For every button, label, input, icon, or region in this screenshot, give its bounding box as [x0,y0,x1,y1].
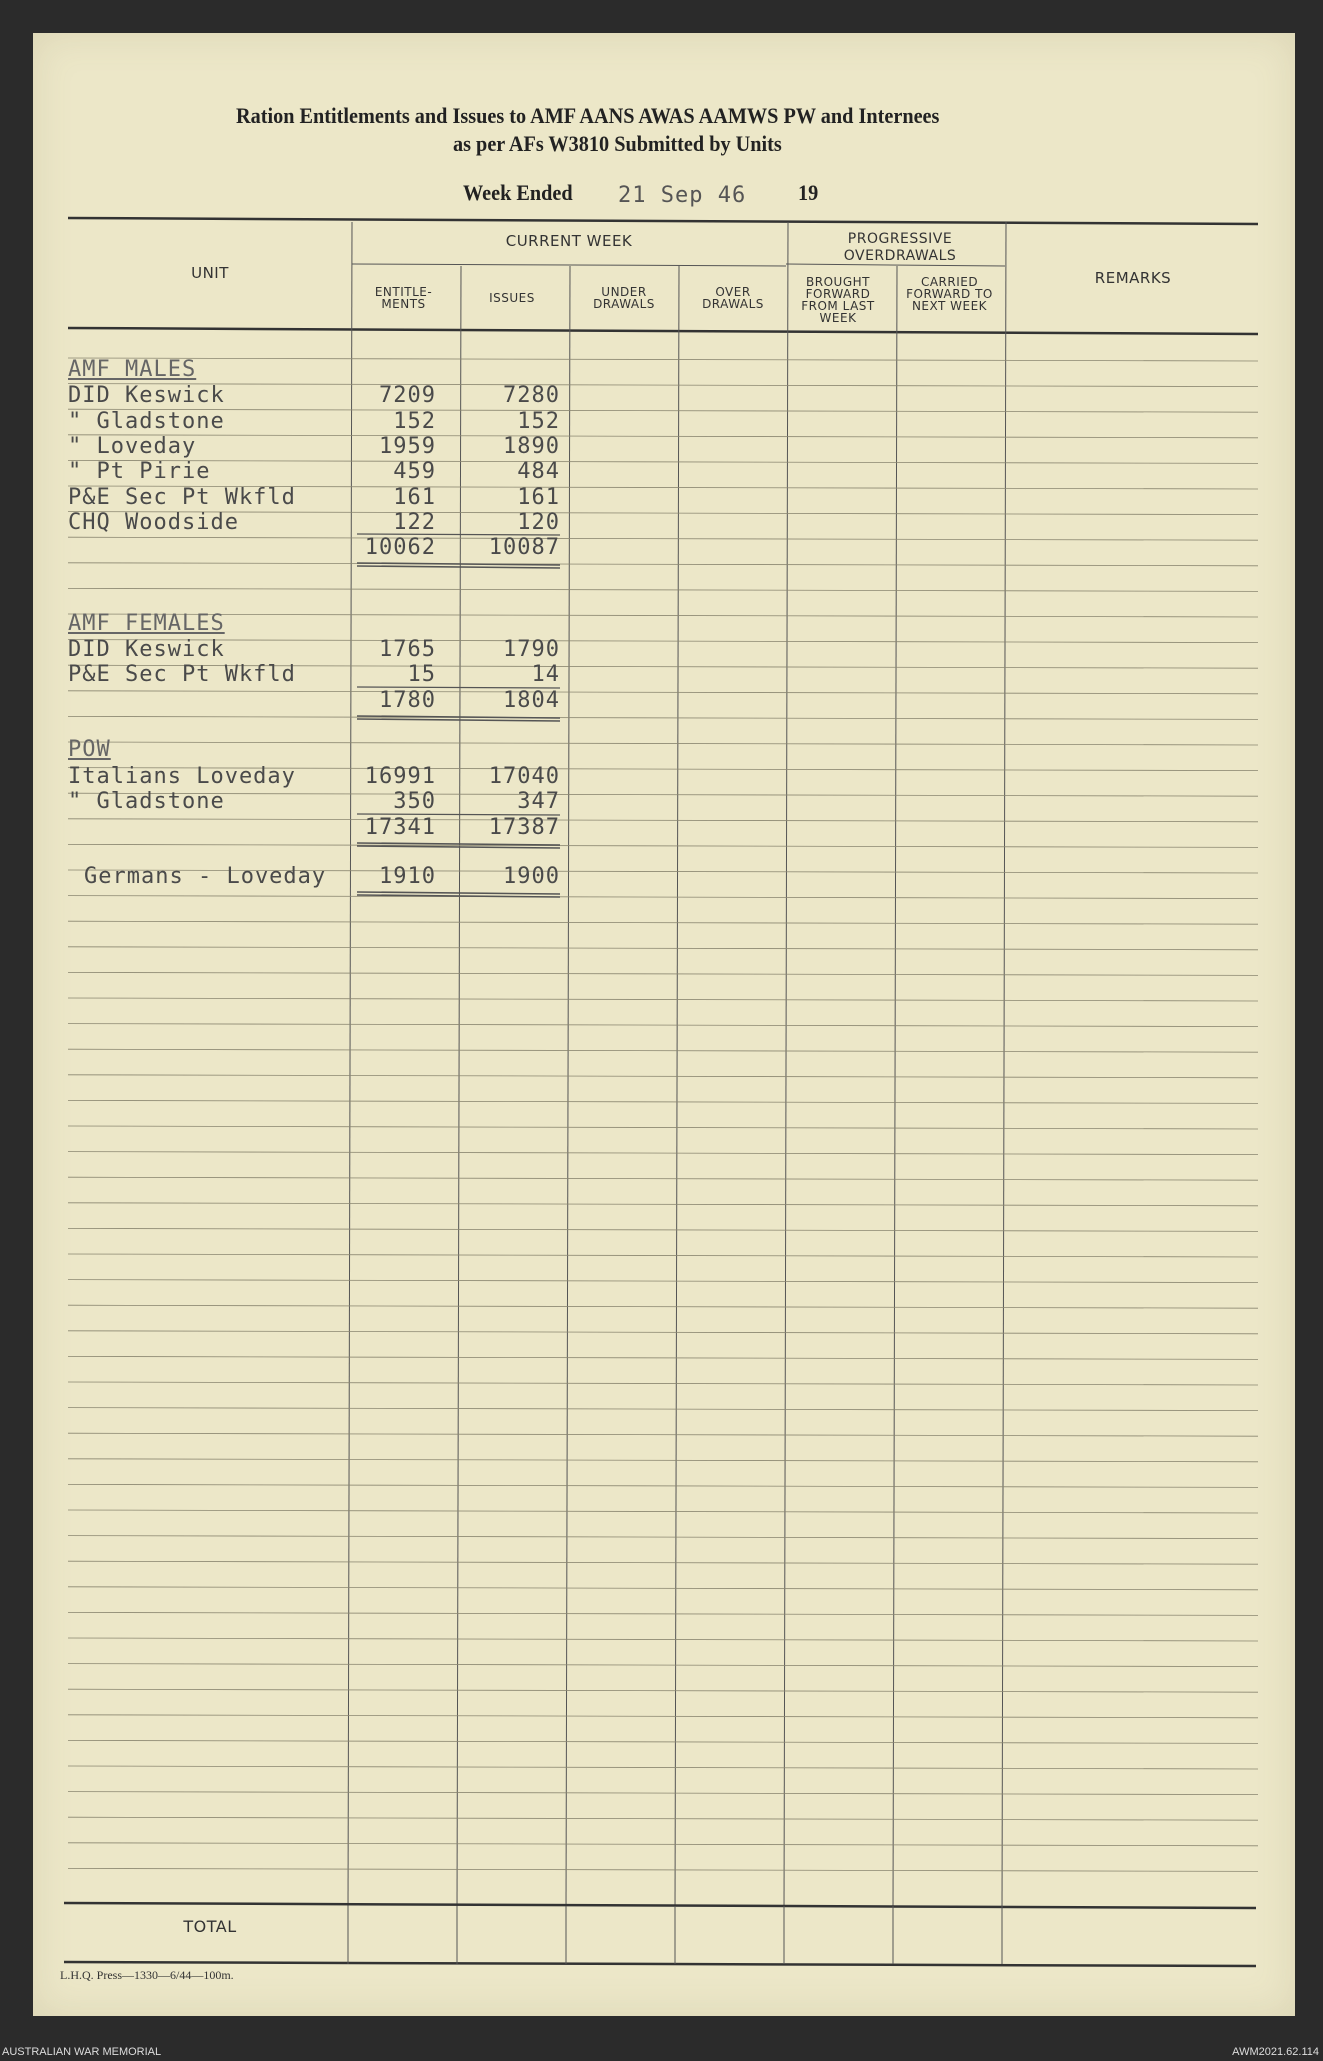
row-rule [68,1100,1258,1103]
row-rule [68,435,1258,438]
total-bottom-rule [64,1962,1256,1966]
row-rule [68,1152,1258,1155]
issue-value: 484 [517,459,560,484]
week-year: 19 [798,180,819,205]
issue-value: 1900 [503,864,560,889]
header-current-week: CURRENT WEEK [505,232,633,250]
section-heading: AMF FEMALES [68,611,225,636]
header-progressive: PROGRESSIVE OVERDRAWALS [843,231,957,264]
row-rule [68,409,1258,412]
issue-value: 1804 [503,688,560,713]
row-rule [68,844,1258,847]
row-rule [68,1792,1258,1795]
header-brought-forward: BROUGHT FORWARD FROM LAST WEEK [801,275,875,325]
row-rule [68,537,1258,540]
issue-value: 17040 [488,764,560,789]
row-rule [68,691,1258,694]
entitlement-value: 16991 [364,764,436,789]
issue-value: 161 [517,485,560,510]
row-rule [68,614,1258,617]
archive-label: AUSTRALIAN WAR MEMORIAL [2,2046,162,2058]
entitlement-value: 1780 [379,688,436,713]
row-rule [68,921,1258,924]
row-rule [68,1612,1258,1615]
row-rule [68,1049,1258,1052]
entitlement-value: 152 [393,409,436,434]
entry-unit: Germans - Loveday [84,864,327,889]
issue-value: 10087 [488,535,560,560]
row-rule [68,1126,1258,1129]
subtotal-rule [357,716,560,718]
row-rule [68,460,1258,463]
row-rule [68,1638,1258,1641]
subtotal-rule [357,566,560,568]
entry-unit: P&E Sec Pt Wkfld [68,485,296,510]
week-ended-value: 21 Sep 46 [618,183,747,208]
row-rule [68,1382,1258,1385]
entitlement-value: 17341 [364,815,436,840]
row-rule [68,1715,1258,1718]
header-top-rule [68,218,1258,224]
row-rule [68,1536,1258,1539]
row-rule [68,1356,1258,1359]
subtotal-rule [357,846,560,848]
entry-unit: " Pt Pirie [68,459,211,484]
issue-value: 120 [517,510,560,535]
row-rule [68,563,1258,566]
row-rule [68,1510,1258,1513]
row-rule [68,998,1258,1001]
entitlement-value: 122 [393,510,436,535]
subtotal-rule [357,563,560,565]
entry-unit: P&E Sec Pt Wkfld [68,662,296,687]
issue-value: 152 [517,409,560,434]
row-rule [68,1766,1258,1769]
entitlement-value: 7209 [379,383,436,408]
entitlement-value: 1959 [379,434,436,459]
issue-value: 1890 [503,434,560,459]
row-rule [68,1331,1258,1334]
row-rule [68,512,1258,515]
column-divider [893,266,897,1912]
row-rule [68,1024,1258,1027]
current-week-underline [352,264,786,266]
row-rule [68,1228,1258,1231]
issue-value: 7280 [503,383,560,408]
entitlement-value: 1765 [379,637,436,662]
row-rule [68,716,1258,719]
entitlement-value: 10062 [364,535,436,560]
entry-unit: " Gladstone [68,409,225,434]
row-rule [68,588,1258,591]
row-rule [68,1561,1258,1564]
section-heading: POW [68,737,111,762]
issue-value: 1790 [503,637,560,662]
row-rule [68,1305,1258,1308]
entry-unit: " Loveday [68,434,197,459]
row-rule [68,1664,1258,1667]
subtotal-rule [357,719,560,721]
row-rule [68,1843,1258,1846]
entry-unit: DID Keswick [68,383,225,408]
subtotal-rule [357,843,560,845]
entitlement-value: 15 [407,662,436,687]
subtotal-rule [357,892,560,894]
entitlement-value: 1910 [379,864,436,889]
row-rule [68,358,1258,361]
header-over-drawals: OVER DRAWALS [702,285,764,311]
header-unit: UNIT [191,264,229,282]
row-rule [68,1484,1258,1487]
header-carried-forward: CARRIED FORWARD TO NEXT WEEK [906,275,993,313]
row-rule [68,1408,1258,1411]
row-rule [68,1587,1258,1590]
row-rule [68,640,1258,643]
week-ended-label: Week Ended [463,180,573,205]
entitlement-value: 350 [393,789,436,814]
total-label: TOTAL [183,1917,237,1936]
header-issues: ISSUES [489,291,535,305]
row-rule [68,793,1258,796]
header-entitlements: ENTITLE- MENTS [374,285,433,311]
entry-unit: Italians Loveday [68,764,296,789]
entry-unit: DID Keswick [68,637,225,662]
total-top-rule [64,1903,1256,1908]
form-title-line1: Ration Entitlements and Issues to AMF AANS AWAS AAMWS PW and Internees [236,103,940,128]
row-rule [68,1254,1258,1257]
row-rule [68,1177,1258,1180]
row-rule [68,1280,1258,1283]
column-divider [1002,222,1006,1912]
entitlement-value: 161 [393,485,436,510]
printer-imprint: L.H.Q. Press—1330—6/44—100m. [60,1968,234,1982]
entry-unit: CHQ Woodside [68,510,239,535]
row-rule [68,1203,1258,1206]
row-rule [68,1433,1258,1436]
form-title-line2: as per AFs W3810 Submitted by Units [453,131,782,156]
row-rule [68,1817,1258,1820]
issue-value: 17387 [488,815,560,840]
header-remarks: REMARKS [1094,269,1172,287]
row-rule [68,972,1258,975]
section-heading: AMF MALES [68,357,197,382]
row-rule [68,896,1258,899]
row-rule [68,742,1258,745]
header-under-drawals: UNDER DRAWALS [593,285,655,311]
row-rule [68,1459,1258,1462]
row-rule [68,947,1258,950]
entry-unit: " Gladstone [68,789,225,814]
row-rule [68,1740,1258,1743]
column-divider [784,222,788,1912]
row-rule [68,1075,1258,1078]
row-rule [68,384,1258,387]
issue-value: 347 [517,789,560,814]
row-rule [68,1868,1258,1871]
entitlement-value: 459 [393,459,436,484]
row-rule [68,819,1258,822]
header-bottom-rule [68,328,1258,334]
row-rule [68,1689,1258,1692]
archive-id: AWM2021.62.114 [1232,2046,1319,2058]
issue-value: 14 [531,662,560,687]
